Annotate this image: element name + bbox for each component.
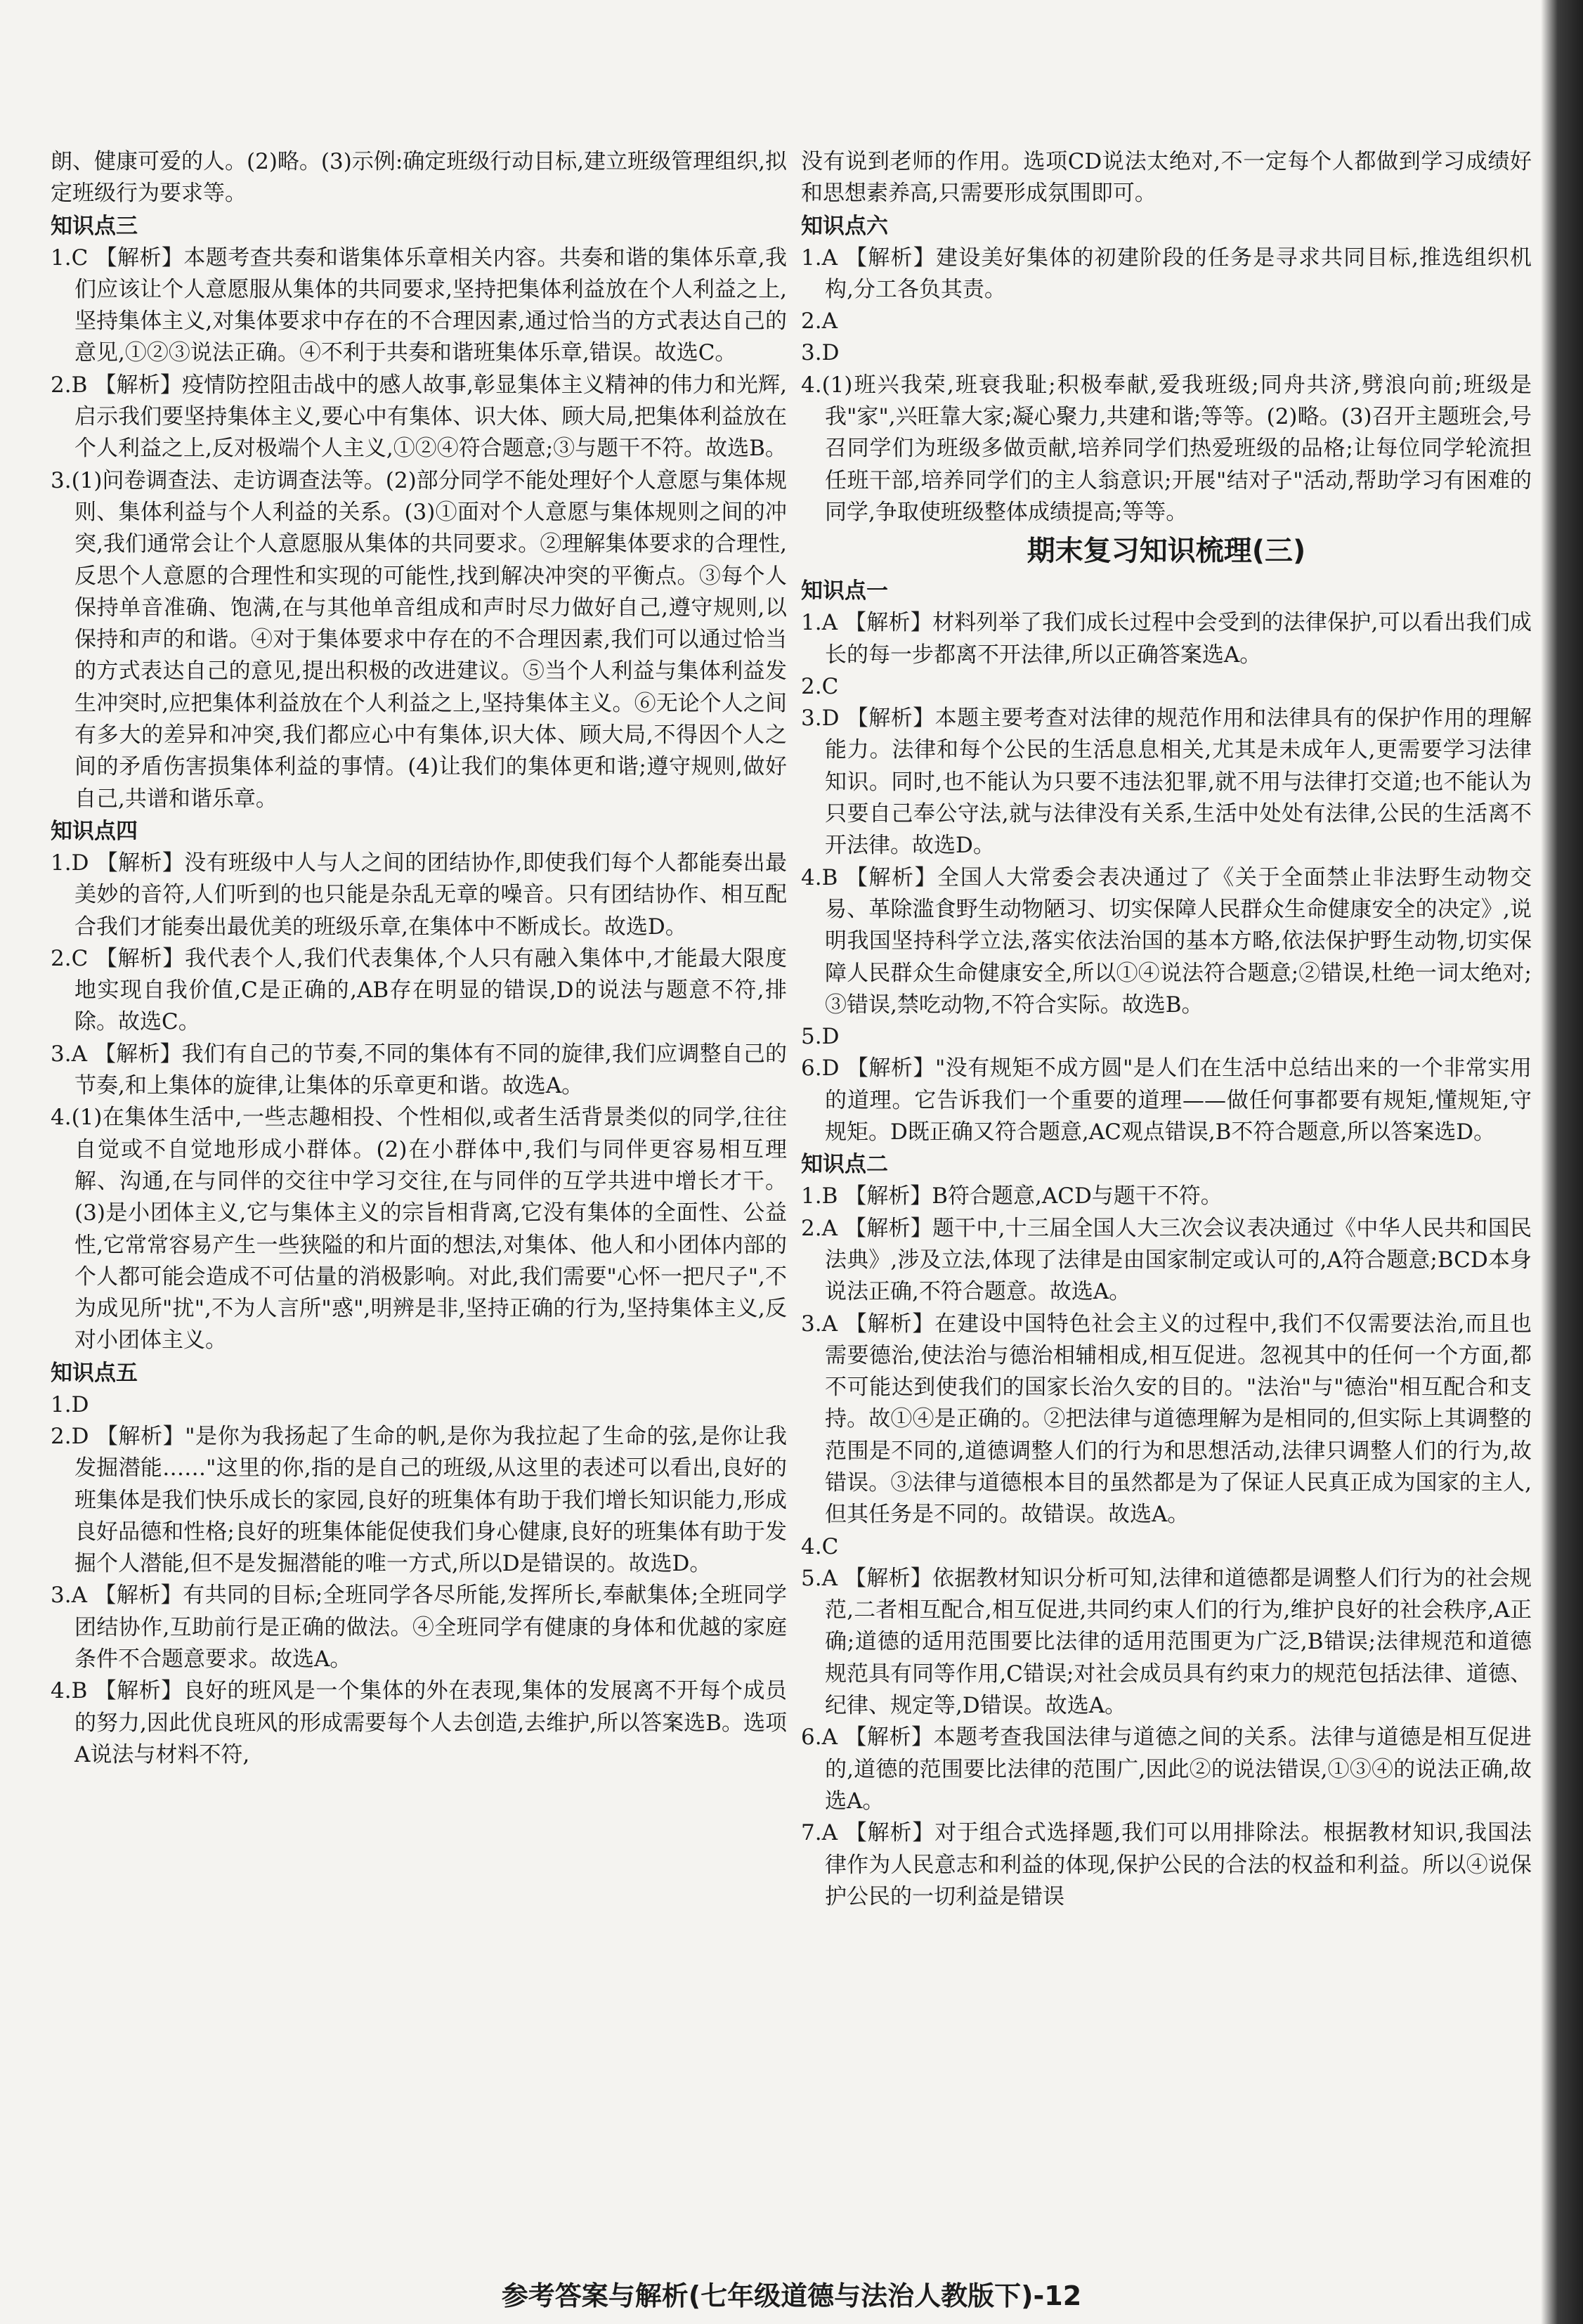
answer-item: 5.A 【解析】依据教材知识分析可知,法律和道德都是调整人们行为的社会规范,二者相互配合,相互促进,共同约束人们的行为,维护良好的社会秩序,A正确;道德的适用范围要比法律的适用范围更为广泛,B错误;法律规范和道德规范具有同等作用,C错误;对社会成员具有约束力的规范包括法律、道德、纪律、规定等,D错误。故选A。 (801, 1565, 1532, 1719)
section-heading-1: 知识点一 (801, 578, 888, 604)
section-heading-5: 知识点五 (51, 1360, 138, 1386)
answer-item: 7.A 【解析】对于组合式选择题,我们可以用排除法。根据教材知识,我国法律作为人民意志和利益的体现,保护公民的合法的权益和利益。所以④说保护公民的一切利益是错误 (801, 1820, 1532, 1909)
answer-item: 4.C (801, 1533, 839, 1559)
continued-paragraph: 没有说到老师的作用。选项CD说法太绝对,不一定每个人都做到学习成绩好和思想素养高,只需要形成氛围即可。 (801, 149, 1532, 207)
answer-item: 2.C 【解析】我代表个人,我们代表集体,个人只有融入集体中,才能最大限度地实现自我价值,C是正确的,AB存在明显的错误,D的说法与题意不符,排除。故选C。 (51, 945, 787, 1035)
answer-item: 1.A 【解析】材料列举了我们成长过程中会受到的法律保护,可以看出我们成长的每一步都离不开法律,所以正确答案选A。 (801, 610, 1532, 668)
scanned-page-edge (1541, 0, 1583, 2324)
answer-item: 3.A 【解析】在建设中国特色社会主义的过程中,我们不仅需要法治,而且也需要德治,使法治与德治相辅相成,相互促进。忽视其中的任何一个方面,都不可能达到使我们的国家长治久安的目的。"法治"与"德治"相互配合和支持。故①④是正确的。②把法律与道德理解为是相同的,但实际上其调整的范围是不同的,道德调整人们的行为和思想活动,法律只调整人们的行为,故错误。③法律与道德根本目的虽然都是为了保证人民真正成为国家的主人,但其任务是不同的。故错误。故选A。 (801, 1311, 1532, 1528)
left-column (51, 146, 787, 1771)
section-heading-3: 知识点三 (51, 213, 138, 239)
intro-paragraph: 朗、健康可爱的人。(2)略。(3)示例:确定班级行动目标,建立班级管理组织,拟定班级行为要求等。 (51, 149, 787, 207)
answer-item: 6.A 【解析】本题考查我国法律与道德之间的关系。法律与道德是相互促进的,道德的范围要比法律的范围广,因此②的说法错误,①③④的说法正确,故选A。 (801, 1725, 1532, 1814)
answer-item: 5.D (801, 1024, 840, 1050)
answer-item: 3.(1)问卷调查法、走访调查法等。(2)部分同学不能处理好个人意愿与集体规则、集体利益与个人利益的关系。(3)①面对个人意愿与集体规则之间的冲突,我们通常会让个人意愿服从集体的共同要求。②理解集体要求的合理性,反思个人意愿的合理性和实现的可能性,找到解决冲突的平衡点。③每个人保持单音准确、饱满,在与其他单音组成和声时尽力做好自己,遵守规则,以保持和声的和谐。④对于集体要求中存在的不合理因素,我们可以通过恰当的方式表达自己的意见,提出积极的改进建议。⑤当个人利益与集体利益发生冲突时,应把集体利益放在个人利益之上,坚持集体主义。⑥无论个人之间有多大的差异和冲突,我们都应心中有集体,识大体、顾大局,不得因个人之间的矛盾伤害损集体利益的事情。(4)让我们的集体更和谐;遵守规则,做好自己,共谱和谐乐章。 (51, 467, 787, 812)
answer-item: 1.D (51, 1391, 89, 1417)
answer-item: 4.(1)在集体生活中,一些志趣相投、个性相似,或者生活背景类似的同学,往往自觉或不自觉地形成小群体。(2)在小群体中,我们与同伴更容易相互理解、沟通,在与同伴的交往中学习交往,在与同伴的互学共进中增长才干。(3)是小团体主义,它与集体主义的宗旨相背离,它没有集体的全面性、公益性,它常常容易产生一些狭隘的和片面的想法,对集体、他人和小团体内部的个人都可能会造成不可估量的消极影响。对此,我们需要"心怀一把尺子",不为成见所"扰",不为人言所"惑",明辨是非,坚持正确的行为,坚持集体主义,反对小团体主义。 (51, 1105, 787, 1353)
page-footer: 参考答案与解析(七年级道德与法治人教版下)-12 (501, 2280, 1082, 2311)
answer-item: 4.B 【解析】良好的班风是一个集体的外在表现,集体的发展离不开每个成员的努力,因此优良班风的形成需要每个人去创造,去维护,所以答案选B。选项A说法与材料不符, (51, 1678, 787, 1767)
answer-item: 2.D 【解析】"是你为我扬起了生命的帆,是你为我拉起了生命的弦,是你让我发掘潜能……"这里的你,指的是自己的班级,从这里的表述可以看出,良好的班集体是我们快乐成长的家园,良好的班集体有助于我们增长知识能力,形成良好品德和性格;良好的班集体能促使我们身心健康,良好的班集体有助于发掘个人潜能,但不是发掘潜能的唯一方式,所以D是错误的。故选D。 (51, 1423, 787, 1577)
answer-item: 4.B 【解析】全国人大常委会表决通过了《关于全面禁止非法野生动物交易、革除滥食野生动物陋习、切实保障人民群众生命健康安全的决定》,说明我国坚持科学立法,落实依法治国的基本方略,依法保护野生动物,切实保障人民群众生命健康安全,所以①④说法符合题意;②错误,杜绝一词太绝对;③错误,禁吃动物,不符合实际。故选B。 (801, 864, 1532, 1018)
answer-item: 3.A 【解析】我们有自己的节奏,不同的集体有不同的旋律,我们应调整自己的节奏,和上集体的旋律,让集体的乐章更和谐。故选A。 (51, 1041, 787, 1099)
answer-item: 1.A 【解析】建设美好集体的初建阶段的任务是寻求共同目标,推选组织机构,分工各负其责。 (801, 245, 1532, 302)
section-title: 期末复习知识梳理(三) (1027, 535, 1306, 568)
answer-item: 1.D 【解析】没有班级中人与人之间的团结协作,即使我们每个人都能奏出最美妙的音符,人们听到的也只能是杂乱无章的噪音。只有团结协作、相互配合我们才能奏出最优美的班级乐章,在集体中不断成长。故选D。 (51, 850, 787, 940)
answer-item: 3.A 【解析】有共同的目标;全班同学各尽所能,发挥所长,奉献集体;全班同学团结协作,互助前行是正确的做法。④全班同学有健康的身体和优越的家庭条件不合题意要求。故选A。 (51, 1583, 787, 1673)
section-heading-4: 知识点四 (51, 818, 138, 844)
answer-item: 6.D 【解析】"没有规矩不成方圆"是人们在生活中总结出来的一个非常实用的道理。它告诉我们一个重要的道理——做任何事都要有规矩,懂规矩,守规矩。D既正确又符合题意,AC观点错误,B不符合题意,所以答案选D。 (801, 1056, 1532, 1145)
answer-item: 4.(1)班兴我荣,班衰我耻;积极奉献,爱我班级;同舟共济,劈浪向前;班级是我"家",兴旺靠大家;凝心聚力,共建和谐;等等。(2)略。(3)召开主题班会,号召同学们为班级多做贡献,培养同学们热爱班级的品格;让每位同学轮流担任班干部,培养同学们的主人翁意识;开展"结对子"活动,帮助学习有困难的同学,争取使班级整体成绩提高;等等。 (801, 372, 1532, 525)
answer-item: 1.B 【解析】B符合题意,ACD与题干不符。 (801, 1183, 1223, 1209)
answer-item: 1.C 【解析】本题考查共奏和谐集体乐章相关内容。共奏和谐的集体乐章,我们应该让个人意愿服从集体的共同要求,坚持把集体利益放在个人利益之上,坚持集体主义,对集体要求中存在的不合理因素,通过恰当的方式表达自己的意见,①②③说法正确。④不利于共奏和谐班集体乐章,错误。故选C。 (51, 245, 787, 366)
answer-item: 3.D 【解析】本题主要考查对法律的规范作用和法律具有的保护作用的理解能力。法律和每个公民的生活息息相关,尤其是未成年人,更需要学习法律知识。同时,也不能认为只要不违法犯罪,就不用与法律打交道;也不能认为只要自己奉公守法,就与法律没有关系,生活中处处有法律,公民的生活离不开法律。故选D。 (801, 706, 1532, 859)
answer-item: 2.B 【解析】疫情防控阻击战中的感人故事,彰显集体主义精神的伟力和光辉,启示我们要坚持集体主义,要心中有集体、识大体、顾大局,把集体利益放在个人利益之上,反对极端个人主义,①②④符合题意;③与题干不符。故选B。 (51, 372, 787, 462)
answer-item: 2.A 【解析】题干中,十三届全国人大三次会议表决通过《中华人民共和国民法典》,涉及立法,体现了法律是由国家制定或认可的,A符合题意;BCD本身说法正确,不符合题意。故选A。 (801, 1215, 1532, 1305)
answer-item: 2.A (801, 309, 838, 335)
answer-item: 3.D (801, 340, 840, 366)
section-heading-2: 知识点二 (801, 1152, 888, 1178)
right-column (801, 146, 1532, 1913)
answer-item: 2.C (801, 673, 839, 699)
section-heading-6: 知识点六 (801, 213, 888, 239)
